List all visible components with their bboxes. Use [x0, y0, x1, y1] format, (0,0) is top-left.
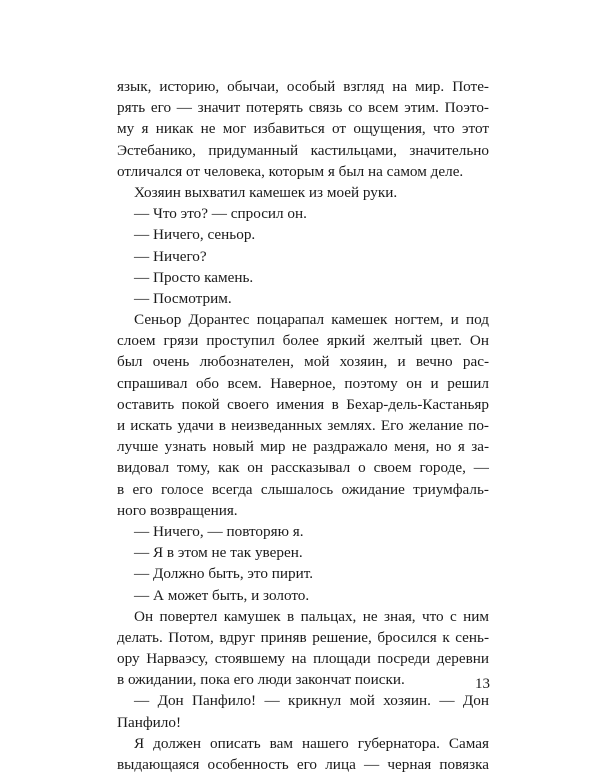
- text-line: делать. Потом, вдруг приняв решение, бросился к сень-: [117, 628, 489, 646]
- text-line: — А может быть, и золото.: [134, 586, 310, 604]
- text-line: выдающаяся особенность его лица — черная повязка: [117, 756, 489, 773]
- body-text: [117, 76, 489, 775]
- text-line: — Ничего, — повторяю я.: [134, 522, 304, 540]
- text-line: му я никак не мог избавиться от ощущения, что этот: [117, 120, 489, 138]
- text-line: — Ничего, сеньор.: [134, 226, 256, 244]
- text-line: — Дон Панфило! — крикнул мой хозяин. — Дон: [134, 692, 489, 710]
- text-line: — Просто камень.: [134, 268, 254, 286]
- text-line: — Должно быть, это пирит.: [134, 565, 314, 583]
- text-line: — Что это? — спросил он.: [134, 205, 307, 223]
- text-line: слоем грязи проступил более яркий желтый цвет. Он: [117, 332, 489, 350]
- text-line: Я должен описать вам нашего губернатора. Самая: [134, 734, 489, 752]
- text-line: язык, историю, обычаи, особый взгляд на мир. Поте-: [117, 78, 489, 95]
- text-line: — Ничего?: [134, 247, 207, 265]
- text-line: ору Нарваэсу, стоявшему на площади посреди деревни: [117, 650, 489, 668]
- text-line: ного возвращения.: [117, 501, 238, 519]
- text-line: спрашивал обо всем. Наверное, поэтому он и решил: [117, 374, 489, 392]
- text-line: в ожидании, пока его люди закончат поиски.: [117, 671, 405, 689]
- text-line: и искать удачи в неизведанных землях. Его желание по-: [117, 417, 489, 434]
- text-line: Хозяин выхватил камешек из моей руки.: [134, 183, 398, 201]
- text-line: Он повертел камушек в пальцах, не зная, что с ним: [134, 607, 489, 625]
- text-line: — Посмотрим.: [134, 289, 232, 307]
- text-line: рять его — значит потерять связь со всем этим. Поэто-: [117, 99, 489, 117]
- text-line: был очень любознателен, мой хозяин, и вечно рас-: [117, 353, 489, 371]
- text-line: видовал тому, как он рассказывал о своем городе, —: [117, 459, 489, 477]
- text-line: Панфило!: [117, 713, 182, 731]
- text-line: в его голосе всегда слышалось ожидание триумфаль-: [117, 480, 489, 498]
- text-line: оставить покой своего имения в Бехар-дель-Кастаньяр: [117, 395, 489, 413]
- text-line: — Я в этом не так уверен.: [134, 544, 303, 562]
- text-line: Эстебанико, придуманный кастильцами, значительно: [117, 141, 489, 159]
- text-line: отличался от человека, которым я был на самом деле.: [117, 162, 464, 180]
- page-number: 13: [475, 676, 490, 692]
- text-line: лучше узнать новый мир не раздражало меня, но я за-: [117, 438, 489, 456]
- text-line: Сеньор Дорантес поцарапал камешек ногтем, и под: [134, 311, 489, 329]
